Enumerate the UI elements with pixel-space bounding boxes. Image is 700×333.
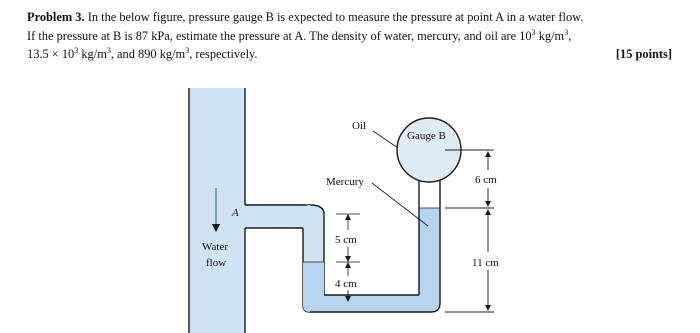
- points-label: [15 points]: [615, 47, 672, 61]
- dim-5cm-arrow-up: [345, 214, 351, 220]
- dim-6cm-arrow-down: [485, 201, 491, 207]
- superscript: 3: [106, 45, 111, 55]
- dim-4cm-arrow-up: [345, 262, 351, 268]
- oil-leader-line: [373, 131, 398, 148]
- dim-6cm-label: 6 cm: [475, 174, 497, 186]
- point-a-label: A: [232, 207, 239, 219]
- dim-11cm-arrow-down: [485, 305, 491, 311]
- water-label-line-1: Water: [202, 241, 228, 253]
- superscript: 3: [564, 27, 569, 37]
- oil-density-text: , and 890 kg/m: [110, 47, 186, 61]
- gauge-label: Gauge B: [407, 130, 446, 142]
- superscript: 3: [531, 27, 536, 37]
- branch-pipe: [245, 205, 310, 228]
- dim-11cm-arrow-up: [485, 209, 491, 215]
- water-label-line-2: flow: [206, 257, 227, 269]
- oil-label: Oil: [352, 120, 367, 132]
- superscript: 3: [185, 45, 190, 55]
- dim-5cm-label: 5 cm: [335, 234, 357, 246]
- punctuation: ,: [568, 28, 572, 43]
- problem-label: Problem 3.: [27, 10, 85, 24]
- problem-sentence-2: If the pressure at B is 87 kPa, estimate the pressure at A. The density of water, mercury, and oil are 10: [27, 28, 532, 43]
- problem-sentence-1: In the below figure, pressure gauge B is expected to measure the pressure at point A in a water flow.: [87, 10, 584, 24]
- unit-text: kg/m: [535, 28, 565, 43]
- problem-sentence-tail: , respectively.: [189, 47, 258, 61]
- unit-text: kg/m: [78, 47, 107, 61]
- dim-4cm-label: 4 cm: [335, 278, 357, 290]
- dim-6cm-arrow-up: [485, 151, 491, 157]
- mercury-label: Mercury: [326, 176, 364, 188]
- u-tube-left-leg: [303, 205, 324, 262]
- mercury-density-text: 13.5 × 10: [27, 47, 75, 61]
- superscript: 3: [74, 45, 79, 55]
- dim-5cm-arrow-down: [345, 256, 351, 262]
- dim-11cm-label: 11 cm: [472, 257, 499, 269]
